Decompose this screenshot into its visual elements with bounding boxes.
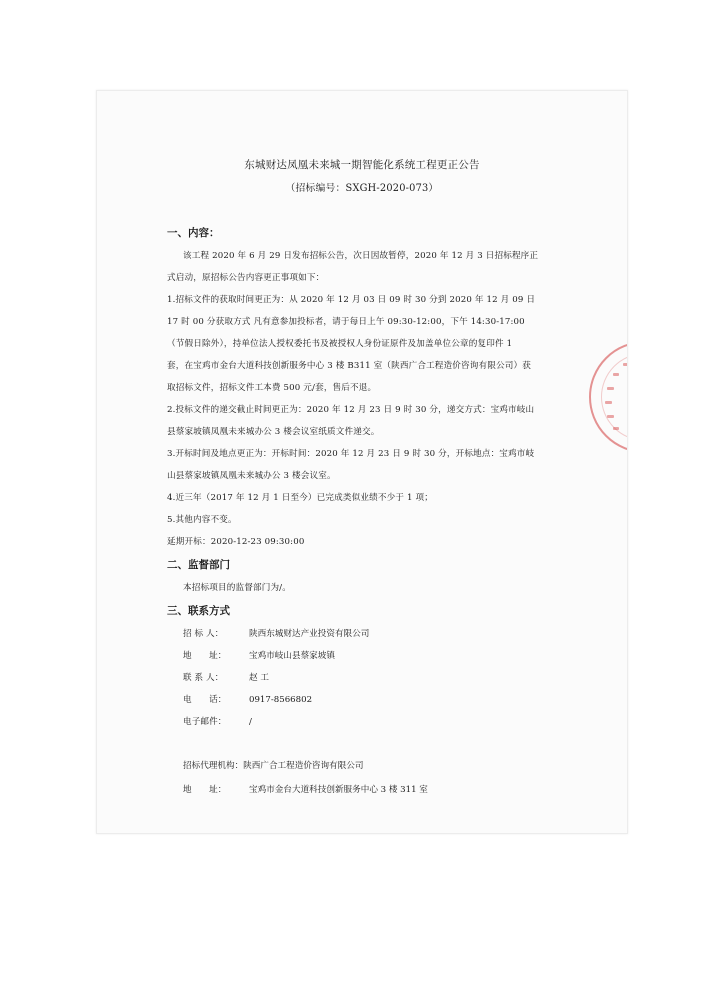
seal-glyphs (591, 343, 628, 455)
contact-value: 陕西东城财达产业投资有限公司 (249, 629, 370, 639)
agency-label: 地 址： (183, 785, 227, 795)
section-2-heading: 二、监督部门 (167, 559, 230, 571)
item-2-line-2: 县蔡家坡镇凤凰未来城办公 3 楼会议室纸质文件递交。 (167, 427, 380, 437)
agency-value: 陕西广合工程造价咨询有限公司 (243, 761, 364, 771)
item-4: 4.近三年（2017 年 12 月 1 日至今）已完成类似业绩不少于 1 项； (167, 493, 433, 503)
tender-number: （招标编号：SXGH-2020-073） (285, 183, 439, 194)
delay-open: 延期开标：2020-12-23 09:30:00 (167, 537, 305, 547)
contact-person (183, 671, 269, 683)
item-1-line-4: 套，在宝鸡市金台大道科技创新服务中心 3 楼 B311 室（陕西广合工程造价咨询有限公司）获 (167, 361, 531, 371)
company-seal (589, 341, 628, 453)
contact-value: / (249, 717, 252, 727)
seal-mark (605, 401, 612, 404)
contact-phone (183, 693, 312, 705)
supervisor-text: 本招标项目的监督部门为/。 (183, 583, 291, 593)
item-1-line-1: 1.招标文件的获取时间更正为：从 2020 年 12 月 03 日 09 时 30 分到 2020 年 12 月 09 日 (167, 295, 536, 305)
seal-mark (623, 363, 628, 366)
intro-line-2: 式启动，原招标公告内容更正事项如下： (167, 273, 325, 283)
seal-mark (613, 373, 619, 376)
seal-mark (607, 415, 614, 418)
section-3-heading: 三、联系方式 (167, 605, 230, 617)
document-page (96, 90, 628, 834)
contact-value: 赵 工 (249, 673, 269, 683)
contact-label: 联 系 人： (183, 673, 224, 683)
section-1-heading: 一、内容： (167, 227, 220, 239)
item-1-line-3: （节假日除外），持单位法人授权委托书及被授权人身份证原件及加盖单位公章的复印件 1 (167, 339, 513, 349)
document-title: 东城财达凤凰未来城一期智能化系统工程更正公告 (244, 159, 480, 171)
item-5: 5.其他内容不变。 (167, 515, 237, 525)
seal-mark (613, 427, 619, 430)
agency-name (183, 759, 364, 771)
contact-value: 宝鸡市岐山县蔡家坡镇 (249, 651, 335, 661)
agency-value: 宝鸡市金台大道科技创新服务中心 3 楼 311 室 (249, 785, 428, 795)
item-3-line-1: 3.开标时间及地点更正为：开标时间：2020 年 12 月 23 日 9 时 30 分，开标地点：宝鸡市岐 (167, 449, 535, 459)
intro-line-1: 该工程 2020 年 6 月 29 日发布招标公告，次日因故暂停，2020 年 12 月 3 日招标程序正 (183, 251, 539, 261)
contact-value: 0917-8566802 (249, 695, 313, 705)
item-1-line-5: 取招标文件，招标文件工本费 500 元/套，售后不退。 (167, 383, 377, 393)
contact-address (183, 649, 335, 661)
agency-address (183, 783, 428, 795)
item-2-line-1: 2.投标文件的递交截止时间更正为：2020 年 12 月 23 日 9 时 30 分，递交方式：宝鸡市岐山 (167, 405, 535, 415)
contact-label: 电子邮件： (183, 717, 227, 727)
seal-mark (607, 387, 614, 390)
agency-label: 招标代理机构： (183, 761, 244, 771)
contact-label: 招 标 人： (183, 629, 224, 639)
item-3-line-2: 山县蔡家坡镇凤凰未来城办公 3 楼会议室。 (167, 471, 336, 481)
contact-email (183, 715, 252, 727)
contact-label: 地 址： (183, 651, 227, 661)
contact-label: 电 话： (183, 695, 227, 705)
contact-tenderer (183, 627, 369, 639)
item-1-line-2: 17 时 00 分获取方式 凡有意参加投标者，请于每日上午 09:30-12:00，下午 14:30-17:00 (167, 317, 525, 327)
